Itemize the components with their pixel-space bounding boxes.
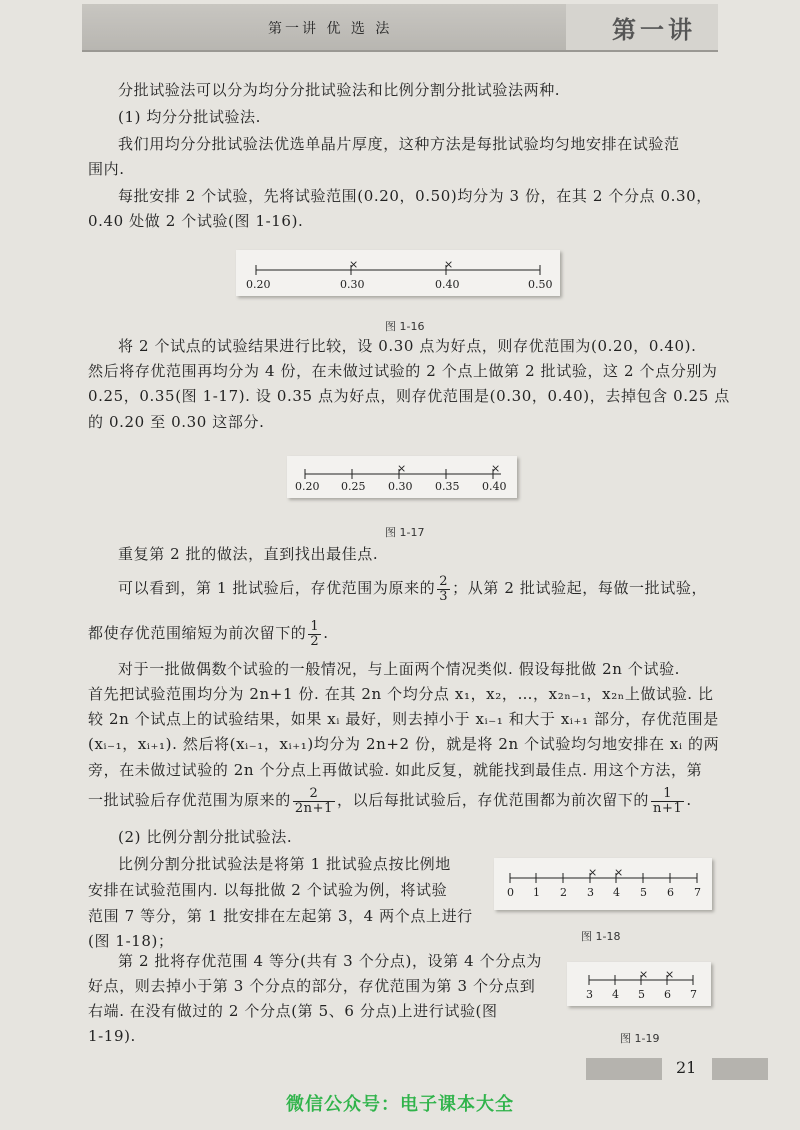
paragraph: 我们用均分分批试验法优选单晶片厚度，这种方法是每批试验均匀地安排在试验范 [118, 135, 680, 153]
trial-mark: × [397, 462, 407, 475]
figure-caption: 图 1-18 [581, 930, 621, 943]
watermark: 微信公众号：电子课本大全 [286, 1094, 514, 1115]
tick-label: 0.25 [341, 480, 366, 493]
page-number: 21 [676, 1058, 697, 1077]
text-run: 都使存优范围缩短为前次留下的 [88, 624, 307, 642]
paragraph: (xᵢ₋₁，xᵢ₊₁). 然后将(xᵢ₋₁，xᵢ₊₁)均分为 2n+2 份，就是将 2n 个试验均匀地安排在 xᵢ 的两 [88, 735, 720, 753]
tick-label: 0.35 [435, 480, 460, 493]
tick-label: 3 [586, 988, 593, 1001]
text-run: ，以后每批试验后，存优范围都为前次留下的 [337, 791, 650, 809]
section-heading: (1) 均分分批试验法. [118, 108, 261, 126]
page-header [82, 4, 718, 52]
trial-mark: × [614, 866, 624, 879]
paragraph: 0.25，0.35(图 1-17). 设 0.35 点为好点，则存优范围是(0.30，0.40)，去掉包含 0.25 点 [88, 387, 730, 405]
number-line-1-17 [287, 456, 517, 498]
paragraph: 将 2 个试点的试验结果进行比较，设 0.30 点为好点，则存优范围为(0.20，0.40). [118, 337, 697, 355]
paragraph-with-fraction [118, 574, 707, 604]
tick-label: 5 [640, 886, 647, 899]
tick-label: 0.40 [482, 480, 507, 493]
tick-label: 0.20 [295, 480, 320, 493]
text-run: . [686, 791, 692, 809]
fraction [437, 575, 450, 604]
fraction [293, 787, 335, 816]
tick-label: 6 [667, 886, 674, 899]
text-run: 一批试验后存优范围为原来的 [88, 791, 291, 809]
paragraph: (图 1-18)； [88, 932, 174, 950]
tick-label: 7 [690, 988, 697, 1001]
header-title: 第一讲 优 选 法 [268, 21, 393, 37]
figure-caption: 图 1-17 [385, 526, 425, 539]
trial-mark: × [588, 866, 598, 879]
paragraph: 每批安排 2 个试验，先将试验范围(0.20，0.50)均分为 3 份，在其 2 个分点 0.30， [118, 187, 712, 205]
tick-label: 0.50 [528, 278, 553, 291]
figure-1-17 [287, 456, 517, 498]
paragraph: 比例分割分批试验法是将第 1 批试验点按比例地 [118, 855, 451, 873]
tick-label: 6 [664, 988, 671, 1001]
paragraph: 分批试验法可以分为均分分批试验法和比例分割分批试验法两种. [118, 81, 561, 99]
number-line-1-19 [567, 962, 711, 1006]
tick-label: 2 [560, 886, 567, 899]
paragraph: 范围 7 等分，第 1 批安排在左起第 3，4 两个点上进行 [88, 907, 473, 925]
number-line-1-18 [494, 858, 712, 910]
trial-mark: × [444, 258, 454, 271]
paragraph: 旁，在未做过试验的 2n 个分点上再做试验. 如此反复，就能找到最佳点. 用这个方法，第 [88, 761, 703, 779]
tick-label: 0.40 [435, 278, 460, 291]
fraction-denominator: n+1 [653, 800, 683, 816]
figure-1-19 [567, 962, 711, 1006]
paragraph: 首先把试验范围均分为 2n+1 份. 在其 2n 个均分点 x₁，x₂，…，x₂ₙ₋₁，x₂ₙ上做试验. 比 [88, 685, 714, 703]
fraction-numerator: 2 [439, 573, 449, 589]
fraction-numerator: 1 [651, 787, 684, 802]
tick-label: 1 [533, 886, 540, 899]
fraction-numerator: 2 [293, 787, 335, 802]
fraction [651, 787, 684, 816]
paragraph: 好点，则去掉小于第 3 个分点的部分，存优范围为第 3 个分点到 [88, 977, 536, 995]
paragraph: 0.40 处做 2 个试验(图 1-16). [88, 212, 304, 230]
chapter-label: 第一讲 [612, 15, 696, 44]
section-heading: (2) 比例分割分批试验法. [118, 828, 293, 846]
paragraph-with-fraction [88, 619, 329, 649]
paragraph: 1-19). [88, 1027, 136, 1045]
paragraph: 较 2n 个试点上的试验结果，如果 xᵢ 最好，则去掉小于 xᵢ₋₁ 和大于 xᵢ₊₁ 部分，存优范围是 [88, 710, 719, 728]
paragraph: 围内. [88, 160, 125, 178]
figure-caption: 图 1-19 [620, 1032, 660, 1045]
trial-mark: × [639, 968, 649, 981]
fraction [308, 620, 321, 649]
tick-label: 0 [507, 886, 514, 899]
trial-mark: × [349, 258, 359, 271]
footer-bar-right [712, 1058, 768, 1080]
number-line-1-16 [236, 250, 560, 296]
tick-label: 4 [612, 988, 619, 1001]
tick-label: 5 [638, 988, 645, 1001]
text-run: . [323, 624, 329, 642]
tick-label: 4 [613, 886, 620, 899]
tick-label: 7 [694, 886, 701, 899]
trial-mark: × [665, 968, 675, 981]
fraction-denominator: 3 [439, 588, 449, 604]
fraction-denominator: 2n+1 [294, 800, 334, 816]
fraction-numerator: 1 [310, 618, 320, 634]
tick-label: 0.20 [246, 278, 271, 291]
paragraph: 的 0.20 至 0.30 这部分. [88, 413, 265, 431]
text-run: 可以看到，第 1 批试验后，存优范围为原来的 [118, 579, 436, 597]
figure-1-18 [494, 858, 712, 910]
trial-mark: × [491, 462, 501, 475]
tick-label: 0.30 [340, 278, 365, 291]
paragraph: 重复第 2 批的做法，直到找出最佳点. [118, 545, 379, 563]
paragraph-with-fraction [88, 786, 692, 816]
paragraph: 安排在试验范围内. 以每批做 2 个试验为例，将试验 [88, 881, 448, 899]
paragraph: 右端. 在没有做过的 2 个分点(第 5、6 分点)上进行试验(图 [88, 1002, 498, 1020]
tick-label: 0.30 [388, 480, 413, 493]
footer-bar-left [586, 1058, 662, 1080]
fraction-denominator: 2 [310, 633, 320, 649]
figure-1-16 [236, 250, 560, 296]
figure-caption: 图 1-16 [385, 320, 425, 333]
text-run: ；从第 2 批试验起，每做一批试验， [452, 579, 708, 597]
paragraph: 然后将存优范围再均分为 4 份，在未做过试验的 2 个点上做第 2 批试验，这 2 个点分别为 [88, 362, 718, 380]
tick-label: 3 [587, 886, 594, 899]
paragraph: 第 2 批将存优范围 4 等分(共有 3 个分点)，设第 4 个分点为 [118, 952, 543, 970]
paragraph: 对于一批做偶数个试验的一般情况，与上面两个情况类似. 假设每批做 2n 个试验. [118, 660, 681, 678]
